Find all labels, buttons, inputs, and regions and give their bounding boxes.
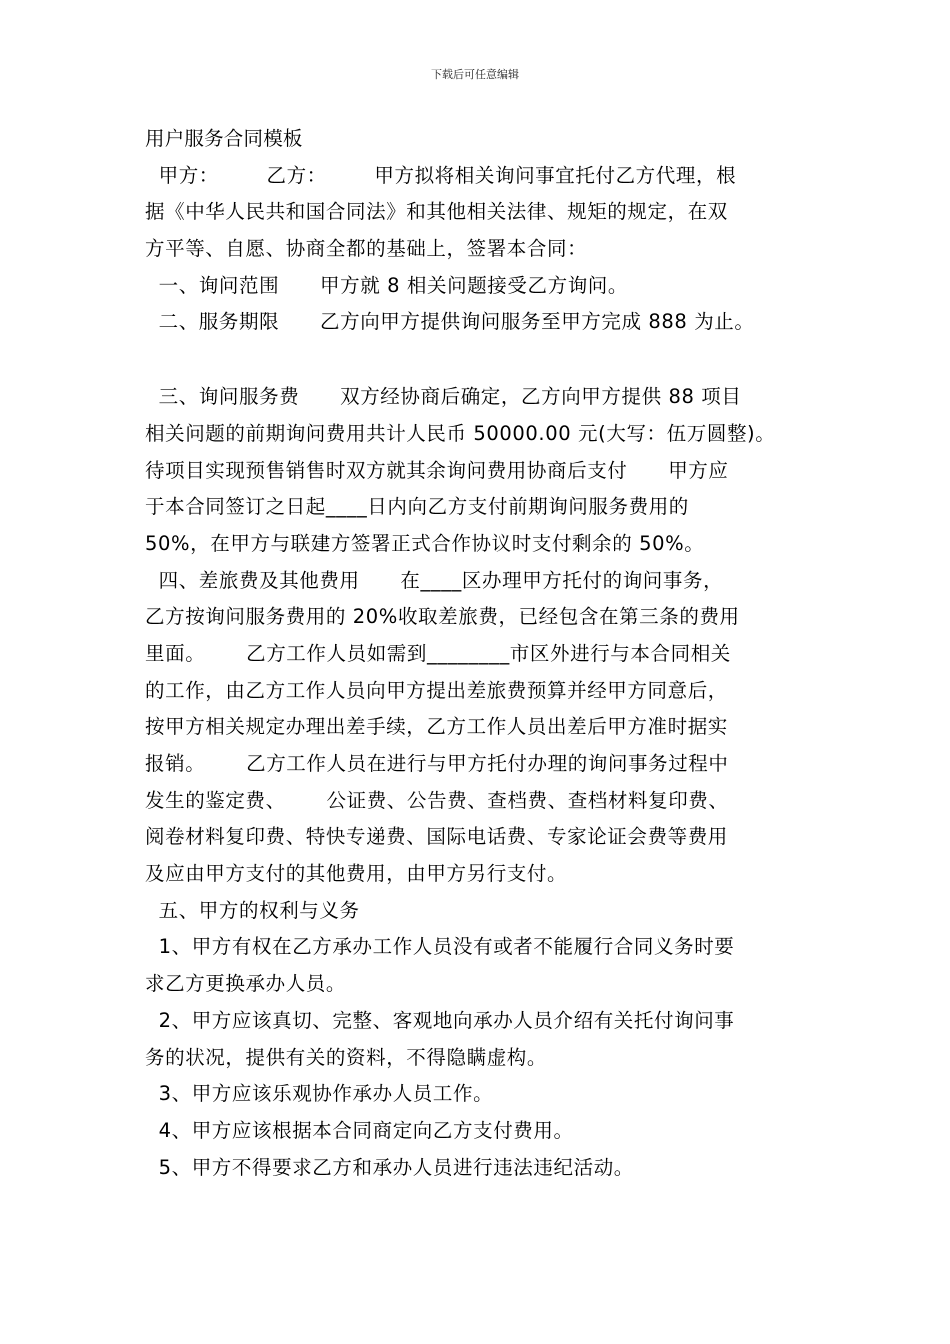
paragraph-line: 乙方按询问服务费用的 20%收取差旅费，已经包含在第三条的费用 bbox=[145, 605, 740, 629]
clause-1-line: 1、甲方有权在乙方承办工作人员没有或者不能履行合同义务时要 bbox=[145, 935, 735, 959]
document-title: 用户服务合同模板 bbox=[145, 127, 303, 150]
section-1-line: 一、询问范围 甲方就 8 相关问题接受乙方询问。 bbox=[145, 273, 628, 297]
section-5-heading: 五、甲方的权利与义务 bbox=[145, 898, 360, 922]
paragraph-line: 及应由甲方支付的其他费用，由甲方另行支付。 bbox=[145, 862, 568, 886]
paragraph-line: 报销。 乙方工作人员在进行与甲方托付办理的询问事务过程中 bbox=[145, 752, 729, 775]
paragraph-line: 据《中华人民共和国合同法》和其他相关法律、规矩的规定，在双 bbox=[145, 200, 728, 224]
section-2-line: 二、服务期限 乙方向甲方提供询问服务至甲方完成 888 为止。 bbox=[145, 310, 755, 334]
paragraph-line: 按甲方相关规定办理出差手续，乙方工作人员出差后甲方准时据实 bbox=[145, 715, 728, 739]
paragraph-line: 的工作，由乙方工作人员向甲方提出差旅费预算并经甲方同意后， bbox=[145, 678, 728, 702]
clause-2-line: 2、甲方应该真切、完整、客观地向承办人员介绍有关托付询问事 bbox=[145, 1008, 735, 1032]
paragraph-line: 阅卷材料复印费、特快专递费、国际电话费、专家论证会费等费用 bbox=[145, 825, 728, 849]
paragraph-line: 方平等、自愿、协商全都的基础上，签署本合同： bbox=[145, 237, 588, 261]
paragraph-line: 甲方： 乙方： 甲方拟将相关询问事宜托付乙方代理，根 bbox=[145, 163, 737, 187]
clause-3-line: 3、甲方应该乐观协作承办人员工作。 bbox=[145, 1082, 494, 1106]
paragraph-line: 发生的鉴定费、 公证费、公告费、查档费、查档材料复印费、 bbox=[145, 788, 729, 812]
clause-4-line: 4、甲方应该根据本合同商定向乙方支付费用。 bbox=[145, 1118, 574, 1142]
paragraph-line: 待项目实现预售销售时双方就其余询问费用协商后支付 甲方应 bbox=[145, 458, 729, 482]
contract-body bbox=[145, 121, 825, 1186]
clause-5-line: 5、甲方不得要求乙方和承办人员进行违法违纪活动。 bbox=[145, 1155, 634, 1179]
paragraph-line: 相关问题的前期询问费用共计人民币 50000.00 元(大写：伍万圆整)。 bbox=[145, 421, 776, 445]
section-4-line: 四、差旅费及其他费用 在____区办理甲方托付的询问事务， bbox=[145, 568, 724, 592]
blank-line bbox=[145, 341, 825, 379]
paragraph-line: 于本合同签订之日起____日内向乙方支付前期询问服务费用的 bbox=[145, 495, 689, 519]
paragraph-line: 务的状况，提供有关的资料，不得隐瞒虚构。 bbox=[145, 1045, 548, 1069]
paragraph-line: 50%，在甲方与联建方签署正式合作协议时支付剩余的 50%。 bbox=[145, 531, 705, 555]
section-3-line: 三、询问服务费 双方经协商后确定，乙方向甲方提供 88 项目 bbox=[145, 385, 742, 409]
paragraph-line: 求乙方更换承办人员。 bbox=[145, 972, 347, 996]
paragraph-line: 里面。 乙方工作人员如需到________市区外进行与本合同相关 bbox=[145, 641, 731, 665]
page-header: 下载后可任意编辑 bbox=[431, 68, 519, 81]
